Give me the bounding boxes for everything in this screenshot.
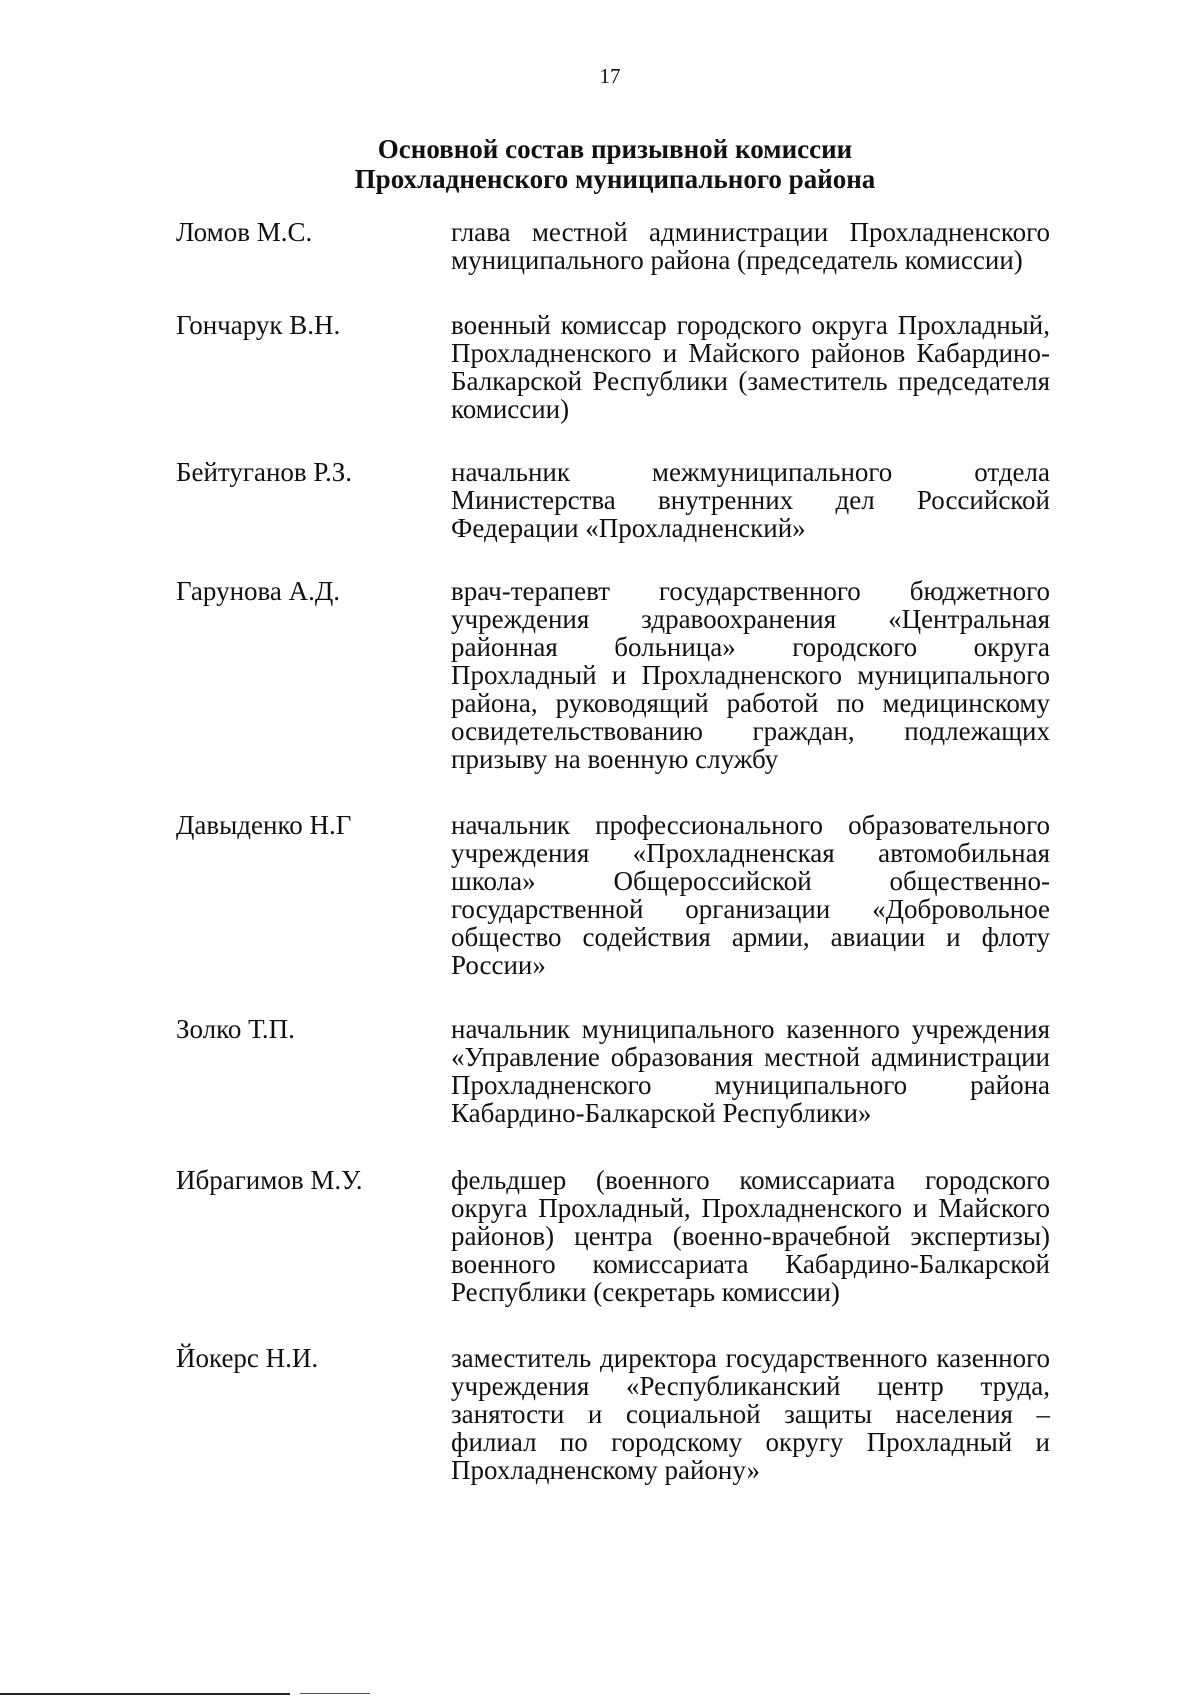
scan-edge-line — [0, 1693, 290, 1695]
member-entry — [176, 311, 1050, 423]
member-name: Йокерс Н.И. — [176, 1343, 319, 1373]
member-name: Золко Т.П. — [176, 1014, 295, 1044]
page-number: 17 — [599, 64, 621, 88]
member-role: фельдшер (военного комиссариата городского округа Прохладный, Прохладненского и Майского районов) центра (военно-врачебной экспертизы) военного комиссариата Кабардино-Балкарской Республики (секретарь комиссии) — [451, 1165, 1050, 1307]
title-line-1: Основной состав призывной комиссии — [377, 134, 853, 164]
member-entry — [176, 811, 1050, 979]
member-name: Давыденко Н.Г — [176, 810, 352, 840]
member-name: Гончарук В.Н. — [176, 310, 341, 340]
member-role: военный комиссар городского округа Прохладный, Прохладненского и Майского районов Кабардино-Балкарской Республики (заместитель председателя комиссии) — [451, 310, 1050, 424]
member-role: заместитель директора государственного казенного учреждения «Республиканский центр труда, занятости и социальной защиты населения – филиал по городскому округу Прохладный и Прохладненскому району» — [451, 1343, 1050, 1485]
member-entry — [176, 577, 1050, 773]
member-entry — [176, 458, 1050, 542]
member-name: Гарунова А.Д. — [176, 576, 341, 606]
member-role: врач-терапевт государственного бюджетного учреждения здравоохранения «Центральная районная больница» городского округа Прохладный и Прохладненского муниципального района, руководящий работой по медицинскому освидетельствованию граждан, подлежащих призыву на военную службу — [451, 576, 1050, 774]
commission-members-list — [176, 218, 1050, 1484]
member-name: Бейтуганов Р.З. — [176, 457, 353, 487]
member-entry — [176, 1166, 1050, 1306]
member-role: начальник профессионального образовательного учреждения «Прохладненская автомобильная школа» Общероссийской общественно-государственной организации «Добровольное общество содействия армии, авиации и флоту России» — [451, 810, 1050, 980]
member-name: Ибрагимов М.У. — [176, 1165, 363, 1195]
member-entry — [176, 1015, 1050, 1127]
member-role: начальник муниципального казенного учреждения «Управление образования местной администрации Прохладненского муниципального района Кабардино-Балкарской Республики» — [451, 1014, 1050, 1128]
scan-edge-line-tail — [300, 1693, 370, 1694]
member-role: глава местной администрации Прохладненского муниципального района (председатель комиссии) — [451, 217, 1050, 275]
member-entry — [176, 218, 1050, 274]
member-entry — [176, 1344, 1050, 1484]
member-name: Ломов М.С. — [176, 217, 313, 247]
title-line-2: Прохладненского муниципального района — [354, 164, 876, 194]
member-role: начальник межмуниципального отдела Министерства внутренних дел Российской Федерации «Прохладненский» — [451, 457, 1050, 543]
document-title — [0, 134, 1200, 194]
